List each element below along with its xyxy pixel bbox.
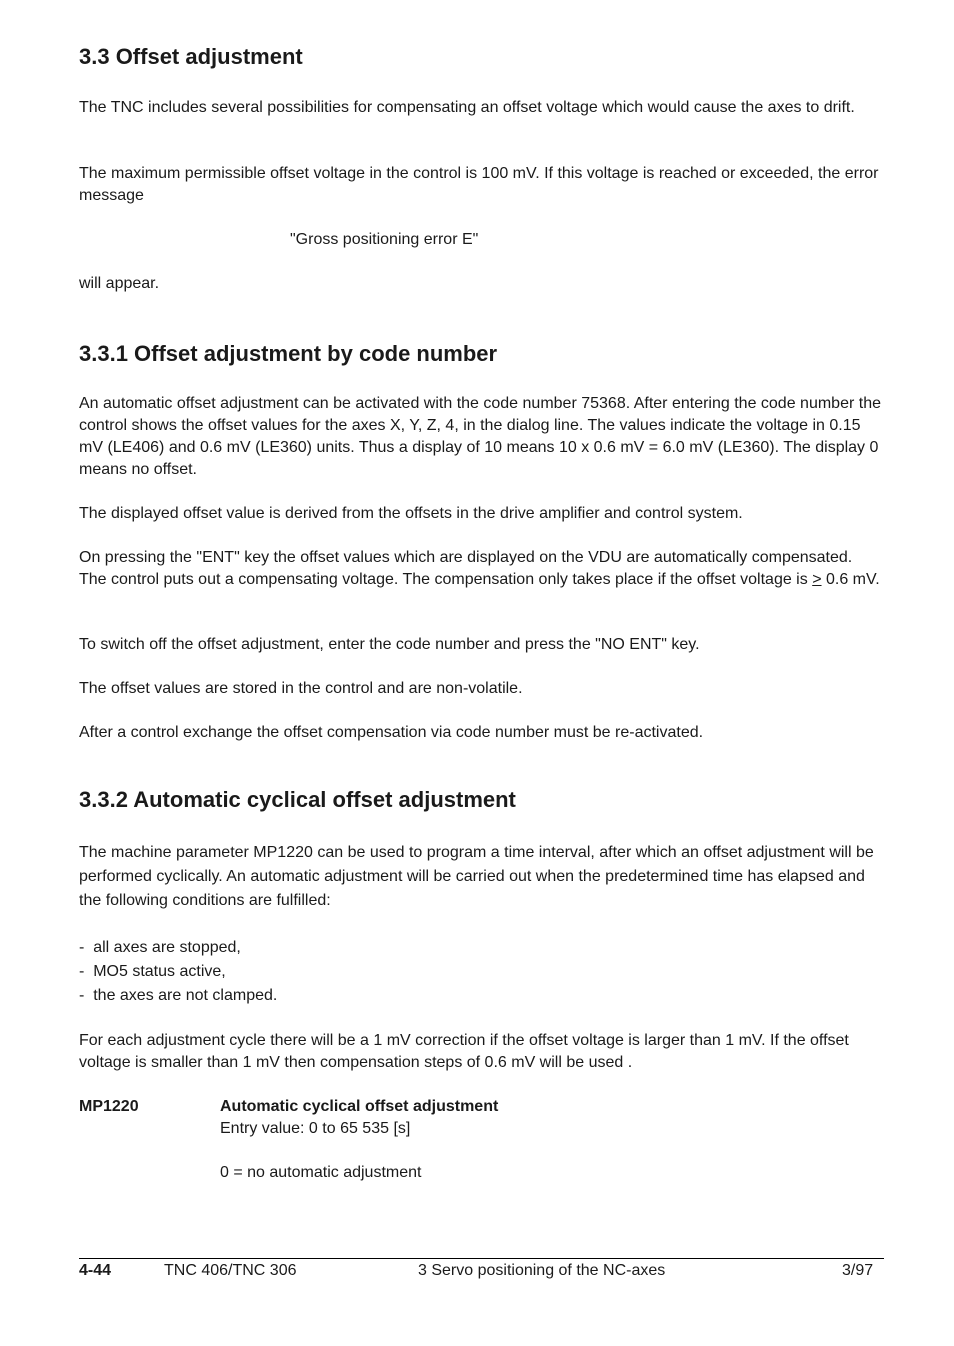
paragraph	[79, 547, 881, 591]
paragraph: will appear.	[79, 275, 160, 292]
list-bullet: -	[79, 963, 85, 980]
list-item	[79, 960, 277, 984]
footer-model: TNC 406/TNC 306	[164, 1262, 297, 1279]
section-heading-3-3: 3.3 Offset adjustment	[79, 44, 303, 69]
paragraph-text: 0.6 mV.	[821, 571, 880, 588]
paragraph: The maximum permissible offset voltage in the control is 100 mV. If this voltage is reached or exceeded, the error message	[79, 165, 879, 204]
section-heading-3-3-2: 3.3.2 Automatic cyclical offset adjustment	[79, 787, 516, 812]
list-item-text: the axes are not clamped.	[93, 987, 278, 1004]
paragraph: For each adjustment cycle there will be a 1 mV correction if the offset voltage is larger than 1 mV. If the offset voltage is smaller than 1 mV then compensation steps of 0.6 mV will be used .	[79, 1032, 849, 1071]
footer-date: 3/97	[842, 1262, 874, 1279]
paragraph: The machine parameter MP1220 can be used to program a time interval, after which an offset adjustment will be performed cyclically. An automatic adjustment will be carried out when the predetermined time has elapsed and the following conditions are fulfilled:	[79, 844, 874, 909]
paragraph: After a control exchange the offset compensation via code number must be re-activated.	[79, 724, 704, 741]
conditions-list	[79, 936, 277, 1008]
paragraph: The displayed offset value is derived from the offsets in the drive amplifier and control system.	[79, 505, 743, 522]
list-item	[79, 936, 277, 960]
greater-or-equal-symbol: >	[812, 571, 822, 588]
list-item-text: MO5 status active,	[93, 963, 226, 980]
parameter-entry: Entry value: 0 to 65 535 [s]	[220, 1120, 411, 1137]
list-item	[79, 984, 277, 1008]
parameter-code: MP1220	[79, 1098, 139, 1115]
footer-divider	[79, 1258, 884, 1259]
error-message: "Gross positioning error E"	[290, 231, 479, 248]
parameter-note: 0 = no automatic adjustment	[220, 1164, 422, 1181]
list-item-text: all axes are stopped,	[93, 939, 241, 956]
paragraph: An automatic offset adjustment can be activated with the code number 75368. After entering the code number the control shows the offset values for the axes X, Y, Z, 4, in the dialog line. The values indicate the voltage in 0.15 mV (LE406) and 0.6 mV (LE360) units. Thus a display of 10 means 10 x 0.6 mV = 6.0 mV (LE360). The display 0 means no offset.	[79, 395, 881, 478]
list-bullet: -	[79, 987, 85, 1004]
footer-chapter: 3 Servo positioning of the NC-axes	[418, 1262, 666, 1279]
paragraph-text: On pressing the "ENT" key the offset values which are displayed on the VDU are automatically compensated. The control puts out a compensating voltage. The compensation only takes place if the offset voltage is	[79, 549, 853, 588]
paragraph: The TNC includes several possibilities for compensating an offset voltage which would cause the axes to drift.	[79, 99, 855, 116]
paragraph: To switch off the offset adjustment, enter the code number and press the "NO ENT" key.	[79, 636, 700, 653]
paragraph: The offset values are stored in the control and are non-volatile.	[79, 680, 523, 697]
section-heading-3-3-1: 3.3.1 Offset adjustment by code number	[79, 341, 498, 366]
page-number: 4-44	[79, 1262, 112, 1279]
parameter-title: Automatic cyclical offset adjustment	[220, 1098, 499, 1115]
list-bullet: -	[79, 939, 85, 956]
